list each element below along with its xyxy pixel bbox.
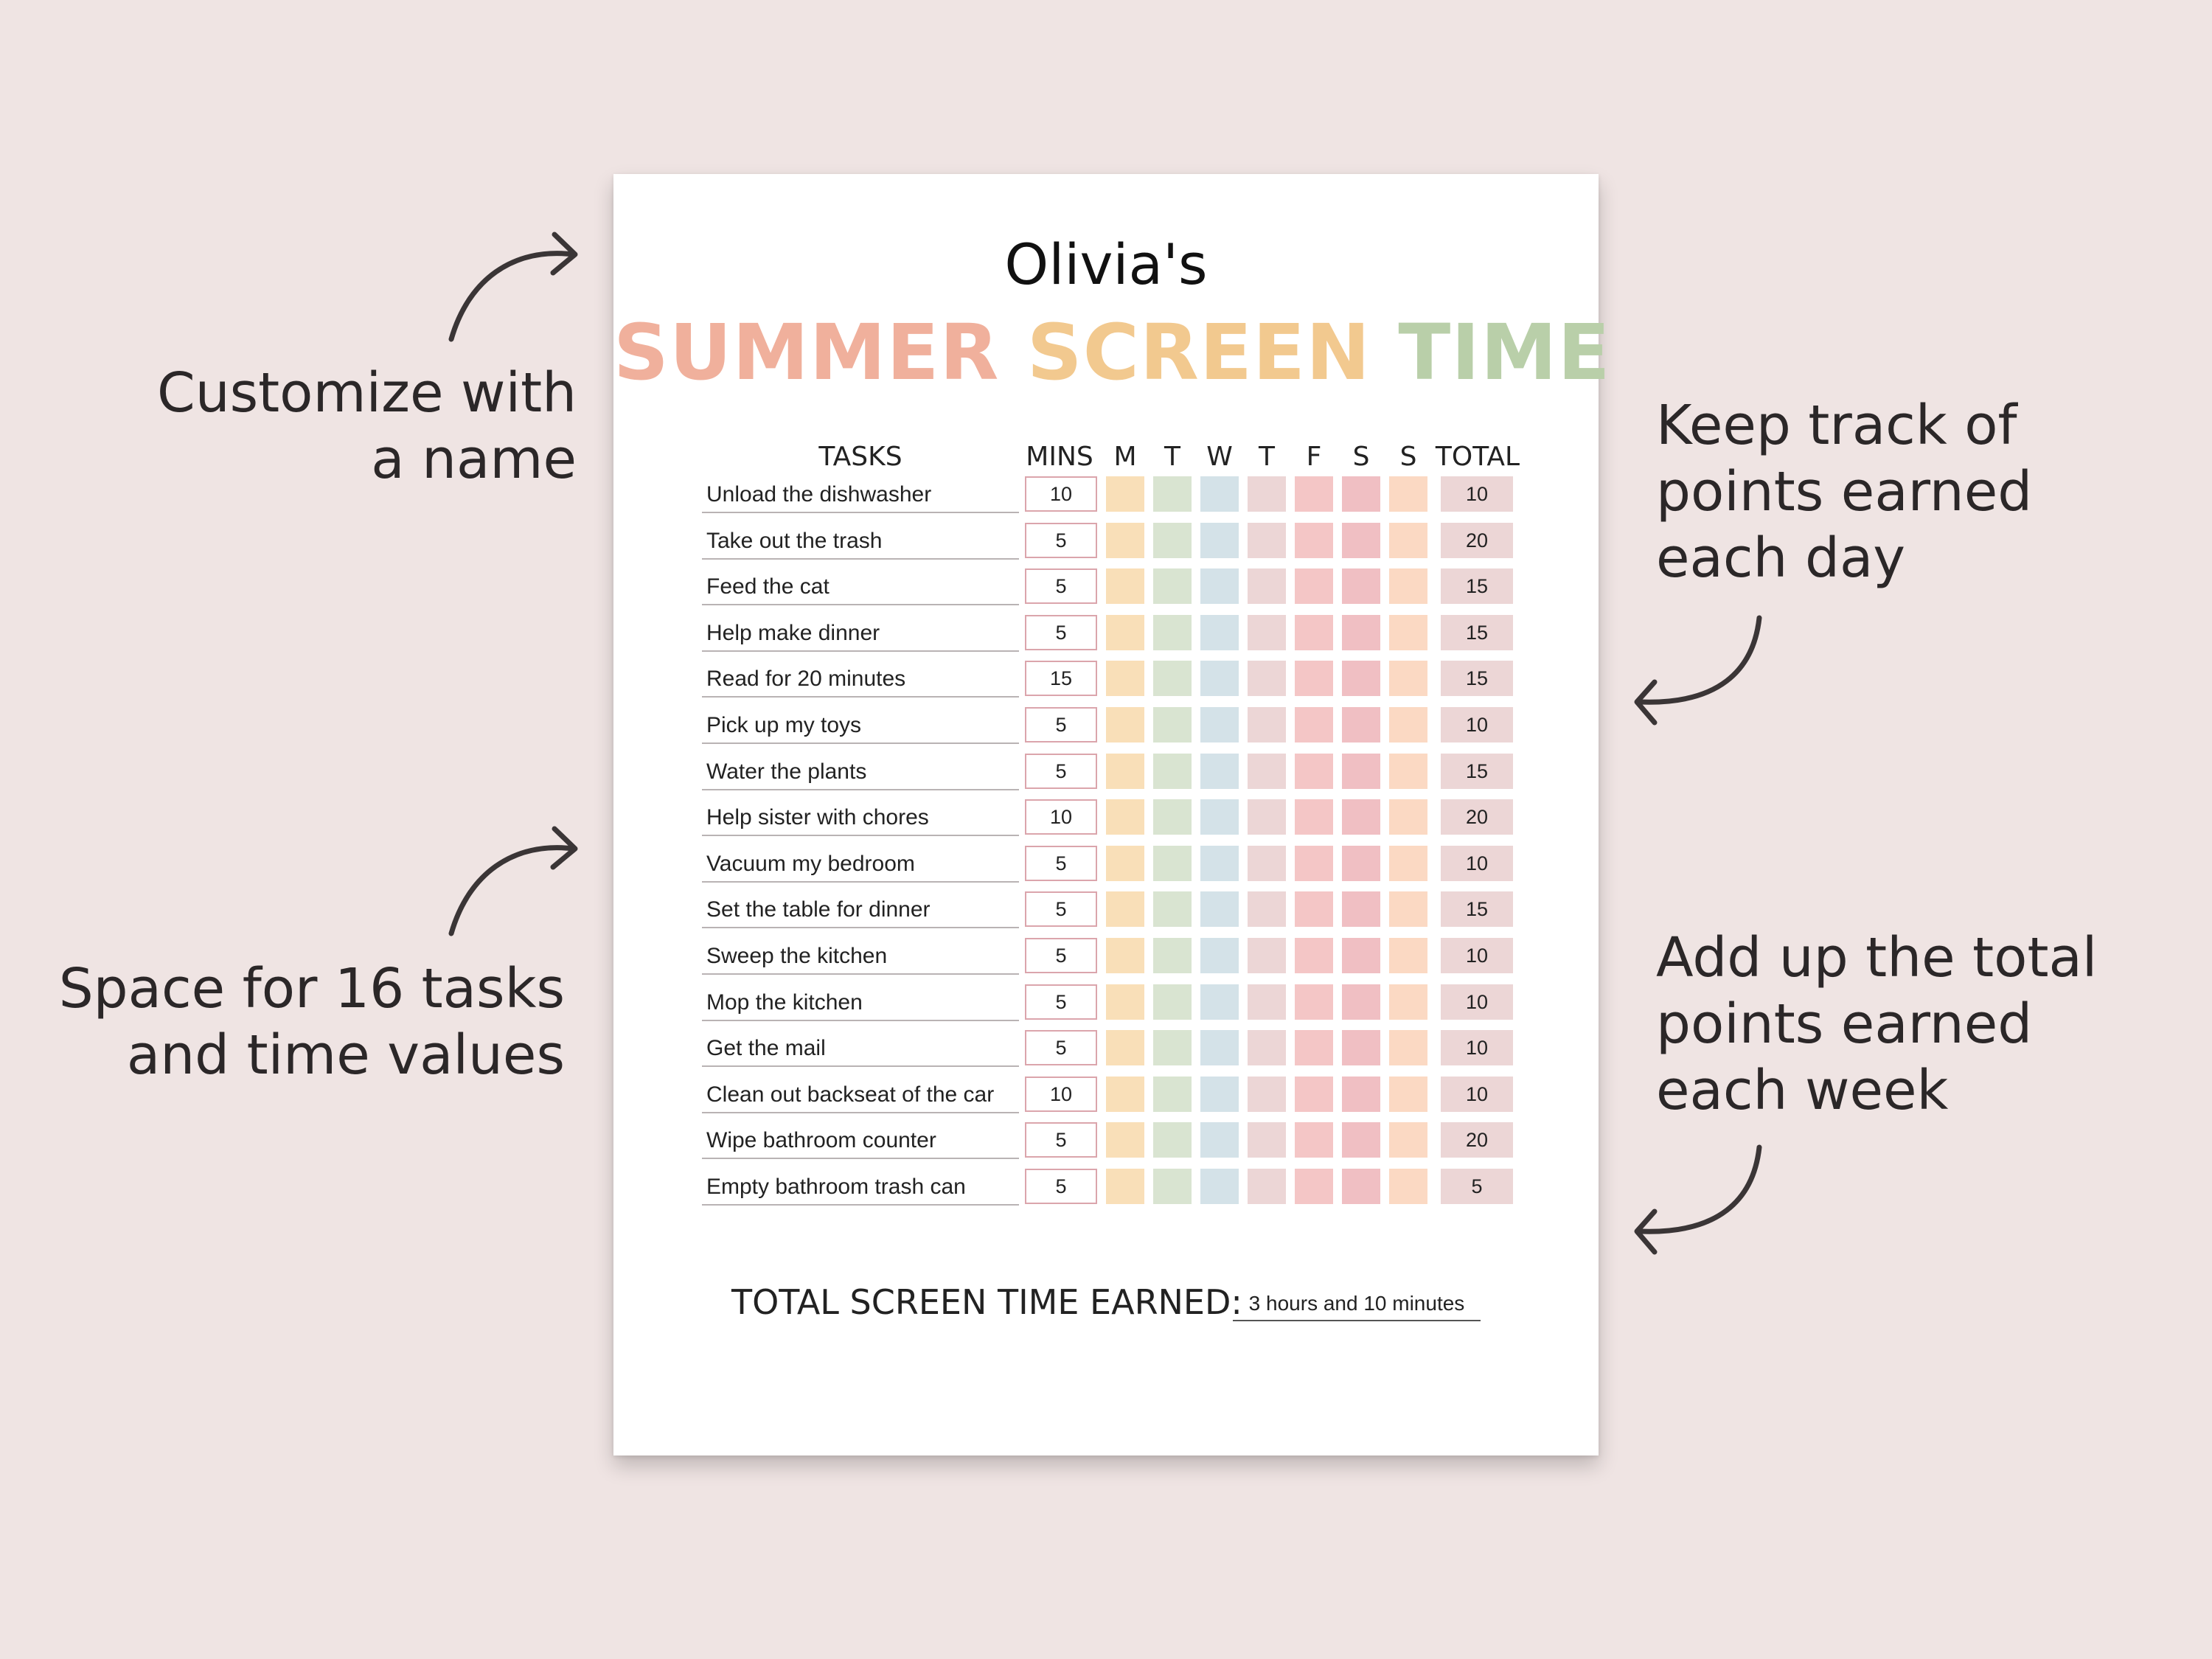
day-checkbox[interactable] bbox=[1295, 568, 1333, 604]
day-checkbox[interactable] bbox=[1389, 938, 1427, 973]
task-total[interactable]: 10 bbox=[1441, 1077, 1513, 1112]
day-checkbox[interactable] bbox=[1106, 1030, 1144, 1065]
task-name[interactable]: Help make dinner bbox=[702, 616, 1019, 652]
header-day: F bbox=[1306, 442, 1322, 472]
task-name[interactable]: Set the table for dinner bbox=[702, 893, 1019, 928]
day-checkbox[interactable] bbox=[1248, 568, 1286, 604]
day-checkbox[interactable] bbox=[1248, 891, 1286, 927]
day-checkbox[interactable] bbox=[1106, 1169, 1144, 1204]
task-mins[interactable]: 5 bbox=[1025, 523, 1097, 558]
day-checkbox[interactable] bbox=[1153, 1030, 1192, 1065]
task-mins[interactable]: 10 bbox=[1025, 799, 1097, 835]
callout-weekly-points bbox=[1656, 925, 2097, 1124]
table-row bbox=[613, 799, 1599, 844]
table-row bbox=[613, 846, 1599, 890]
day-checkbox[interactable] bbox=[1200, 846, 1239, 881]
title-word: TIME bbox=[1398, 307, 1611, 397]
day-checkbox[interactable] bbox=[1248, 661, 1286, 696]
day-checkbox[interactable] bbox=[1248, 476, 1286, 512]
task-mins[interactable]: 5 bbox=[1025, 1122, 1097, 1158]
task-total[interactable]: 20 bbox=[1441, 1122, 1513, 1158]
sheet-title bbox=[613, 307, 1611, 397]
callout-line: Customize with bbox=[157, 361, 577, 425]
day-checkbox[interactable] bbox=[1200, 1030, 1239, 1065]
day-checkbox[interactable] bbox=[1295, 1077, 1333, 1112]
day-checkbox[interactable] bbox=[1295, 1169, 1333, 1204]
callout-line: a name bbox=[371, 428, 577, 491]
day-checkbox[interactable] bbox=[1106, 476, 1144, 512]
chart-sheet bbox=[613, 174, 1611, 1455]
table-row bbox=[613, 984, 1599, 1029]
day-checkbox[interactable] bbox=[1248, 1169, 1286, 1204]
task-total[interactable]: 10 bbox=[1441, 846, 1513, 881]
day-checkbox[interactable] bbox=[1389, 846, 1427, 881]
task-name[interactable]: Read for 20 minutes bbox=[702, 662, 1019, 698]
day-checkbox[interactable] bbox=[1106, 846, 1144, 881]
task-name[interactable]: Sweep the kitchen bbox=[702, 939, 1019, 975]
day-checkbox[interactable] bbox=[1342, 1122, 1380, 1158]
day-checkbox[interactable] bbox=[1153, 707, 1192, 742]
task-total[interactable]: 5 bbox=[1441, 1169, 1513, 1204]
day-checkbox[interactable] bbox=[1106, 661, 1144, 696]
day-checkbox[interactable] bbox=[1200, 615, 1239, 650]
task-name[interactable]: Mop the kitchen bbox=[702, 986, 1019, 1021]
day-checkbox[interactable] bbox=[1295, 615, 1333, 650]
day-checkbox[interactable] bbox=[1342, 984, 1380, 1020]
callout-line: and time values bbox=[126, 1023, 565, 1087]
day-checkbox[interactable] bbox=[1295, 938, 1333, 973]
day-checkbox[interactable] bbox=[1106, 707, 1144, 742]
day-checkbox[interactable] bbox=[1106, 799, 1144, 835]
day-checkbox[interactable] bbox=[1342, 1169, 1380, 1204]
task-total[interactable]: 10 bbox=[1441, 984, 1513, 1020]
day-checkbox[interactable] bbox=[1200, 707, 1239, 742]
day-checkbox[interactable] bbox=[1153, 1169, 1192, 1204]
day-checkbox[interactable] bbox=[1295, 707, 1333, 742]
day-checkbox[interactable] bbox=[1295, 754, 1333, 789]
day-checkbox[interactable] bbox=[1200, 568, 1239, 604]
day-checkbox[interactable] bbox=[1200, 1169, 1239, 1204]
table-row bbox=[613, 754, 1599, 798]
day-checkbox[interactable] bbox=[1342, 846, 1380, 881]
day-checkbox[interactable] bbox=[1200, 799, 1239, 835]
day-checkbox[interactable] bbox=[1106, 891, 1144, 927]
day-checkbox[interactable] bbox=[1153, 754, 1192, 789]
task-total[interactable]: 20 bbox=[1441, 523, 1513, 558]
day-checkbox[interactable] bbox=[1153, 799, 1192, 835]
task-mins[interactable]: 5 bbox=[1025, 1169, 1097, 1204]
day-checkbox[interactable] bbox=[1153, 1077, 1192, 1112]
day-checkbox[interactable] bbox=[1248, 1077, 1286, 1112]
day-checkbox[interactable] bbox=[1200, 984, 1239, 1020]
day-checkbox[interactable] bbox=[1342, 938, 1380, 973]
task-name[interactable]: Get the mail bbox=[702, 1032, 1019, 1067]
day-checkbox[interactable] bbox=[1248, 938, 1286, 973]
day-checkbox[interactable] bbox=[1295, 891, 1333, 927]
day-checkbox[interactable] bbox=[1106, 1077, 1144, 1112]
owner-name: Olivia's bbox=[1004, 232, 1208, 297]
day-checkbox[interactable] bbox=[1295, 984, 1333, 1020]
day-checkbox[interactable] bbox=[1342, 754, 1380, 789]
task-name[interactable]: Vacuum my bedroom bbox=[702, 847, 1019, 883]
day-checkbox[interactable] bbox=[1342, 476, 1380, 512]
task-mins[interactable]: 10 bbox=[1025, 1077, 1097, 1112]
day-checkbox[interactable] bbox=[1106, 754, 1144, 789]
table-row bbox=[613, 891, 1599, 936]
task-mins[interactable]: 5 bbox=[1025, 1030, 1097, 1065]
task-mins[interactable]: 5 bbox=[1025, 707, 1097, 742]
task-name[interactable]: Feed the cat bbox=[702, 570, 1019, 605]
day-checkbox[interactable] bbox=[1295, 1030, 1333, 1065]
header-day: T bbox=[1164, 442, 1180, 472]
day-checkbox[interactable] bbox=[1153, 615, 1192, 650]
day-checkbox[interactable] bbox=[1248, 1122, 1286, 1158]
day-checkbox[interactable] bbox=[1153, 1122, 1192, 1158]
day-checkbox[interactable] bbox=[1106, 938, 1144, 973]
day-checkbox[interactable] bbox=[1342, 891, 1380, 927]
task-mins[interactable]: 5 bbox=[1025, 754, 1097, 789]
task-total[interactable]: 10 bbox=[1441, 1030, 1513, 1065]
task-name[interactable]: Take out the trash bbox=[702, 524, 1019, 560]
day-checkbox[interactable] bbox=[1389, 1030, 1427, 1065]
table-row bbox=[613, 568, 1599, 613]
day-checkbox[interactable] bbox=[1342, 661, 1380, 696]
table-row bbox=[613, 476, 1599, 521]
day-checkbox[interactable] bbox=[1295, 661, 1333, 696]
day-checkbox[interactable] bbox=[1153, 523, 1192, 558]
day-checkbox[interactable] bbox=[1153, 568, 1192, 604]
day-checkbox[interactable] bbox=[1153, 891, 1192, 927]
table-row bbox=[613, 661, 1599, 705]
header-total: TOTAL bbox=[1435, 442, 1520, 472]
day-checkbox[interactable] bbox=[1389, 615, 1427, 650]
callout-line: Space for 16 tasks bbox=[58, 957, 565, 1020]
day-checkbox[interactable] bbox=[1389, 754, 1427, 789]
callout-line: each day bbox=[1656, 526, 1906, 590]
task-name[interactable]: Pick up my toys bbox=[702, 709, 1019, 744]
table-row bbox=[613, 1122, 1599, 1166]
day-checkbox[interactable] bbox=[1153, 938, 1192, 973]
task-name[interactable]: Unload the dishwasher bbox=[702, 478, 1019, 513]
task-name[interactable]: Clean out backseat of the car bbox=[702, 1078, 1019, 1113]
day-checkbox[interactable] bbox=[1106, 568, 1144, 604]
day-checkbox[interactable] bbox=[1153, 846, 1192, 881]
task-mins[interactable]: 5 bbox=[1025, 938, 1097, 973]
day-checkbox[interactable] bbox=[1200, 661, 1239, 696]
day-checkbox[interactable] bbox=[1248, 523, 1286, 558]
task-total[interactable]: 15 bbox=[1441, 615, 1513, 650]
table-row bbox=[613, 1077, 1599, 1121]
callout-line: points earned bbox=[1656, 460, 2033, 524]
callout-line: Add up the total bbox=[1656, 926, 2098, 990]
day-checkbox[interactable] bbox=[1200, 1077, 1239, 1112]
day-checkbox[interactable] bbox=[1248, 799, 1286, 835]
day-checkbox[interactable] bbox=[1389, 568, 1427, 604]
table-row bbox=[613, 707, 1599, 751]
day-checkbox[interactable] bbox=[1248, 984, 1286, 1020]
day-checkbox[interactable] bbox=[1389, 476, 1427, 512]
day-checkbox[interactable] bbox=[1248, 707, 1286, 742]
day-checkbox[interactable] bbox=[1200, 1122, 1239, 1158]
task-name[interactable]: Wipe bathroom counter bbox=[702, 1124, 1019, 1159]
total-screen-time-field[interactable]: 3 hours and 10 minutes bbox=[1233, 1289, 1481, 1321]
day-checkbox[interactable] bbox=[1200, 938, 1239, 973]
day-checkbox[interactable] bbox=[1389, 523, 1427, 558]
day-checkbox[interactable] bbox=[1295, 523, 1333, 558]
day-checkbox[interactable] bbox=[1248, 1030, 1286, 1065]
day-checkbox[interactable] bbox=[1200, 476, 1239, 512]
day-checkbox[interactable] bbox=[1153, 661, 1192, 696]
day-checkbox[interactable] bbox=[1389, 1122, 1427, 1158]
table-row bbox=[613, 938, 1599, 982]
day-checkbox[interactable] bbox=[1342, 799, 1380, 835]
day-checkbox[interactable] bbox=[1342, 1077, 1380, 1112]
day-checkbox[interactable] bbox=[1342, 615, 1380, 650]
task-total[interactable]: 10 bbox=[1441, 938, 1513, 973]
header-day: W bbox=[1206, 442, 1233, 472]
day-checkbox[interactable] bbox=[1342, 1030, 1380, 1065]
task-mins[interactable]: 10 bbox=[1025, 476, 1097, 512]
task-name[interactable]: Help sister with chores bbox=[702, 801, 1019, 836]
task-name[interactable]: Empty bathroom trash can bbox=[702, 1170, 1019, 1206]
day-checkbox[interactable] bbox=[1295, 799, 1333, 835]
callout-daily-points bbox=[1656, 392, 2032, 591]
task-mins[interactable]: 5 bbox=[1025, 568, 1097, 604]
title-word: SUMMER bbox=[613, 307, 1000, 397]
day-checkbox[interactable] bbox=[1153, 476, 1192, 512]
task-mins[interactable]: 15 bbox=[1025, 661, 1097, 696]
curved-arrow-icon bbox=[1622, 612, 1770, 737]
day-checkbox[interactable] bbox=[1295, 846, 1333, 881]
day-checkbox[interactable] bbox=[1248, 754, 1286, 789]
task-total[interactable]: 10 bbox=[1441, 707, 1513, 742]
curved-arrow-icon bbox=[442, 221, 590, 354]
callout-task-space bbox=[59, 956, 565, 1088]
day-checkbox[interactable] bbox=[1389, 661, 1427, 696]
header-tasks: TASKS bbox=[818, 442, 902, 472]
table-row bbox=[613, 523, 1599, 567]
task-total[interactable]: 20 bbox=[1441, 799, 1513, 835]
header-day: S bbox=[1399, 442, 1417, 472]
day-checkbox[interactable] bbox=[1153, 984, 1192, 1020]
task-mins[interactable]: 5 bbox=[1025, 891, 1097, 927]
day-checkbox[interactable] bbox=[1342, 523, 1380, 558]
task-mins[interactable]: 5 bbox=[1025, 984, 1097, 1020]
task-total[interactable]: 15 bbox=[1441, 661, 1513, 696]
curved-arrow-icon bbox=[1622, 1141, 1770, 1267]
callout-customize-name bbox=[157, 360, 577, 493]
day-checkbox[interactable] bbox=[1200, 523, 1239, 558]
table-row bbox=[613, 615, 1599, 659]
day-checkbox[interactable] bbox=[1389, 891, 1427, 927]
day-checkbox[interactable] bbox=[1106, 984, 1144, 1020]
table-row bbox=[613, 1030, 1599, 1074]
header-mins: MINS bbox=[1026, 442, 1093, 472]
day-checkbox[interactable] bbox=[1248, 846, 1286, 881]
task-total[interactable]: 15 bbox=[1441, 568, 1513, 604]
curved-arrow-icon bbox=[442, 815, 590, 948]
day-checkbox[interactable] bbox=[1106, 523, 1144, 558]
task-mins[interactable]: 5 bbox=[1025, 615, 1097, 650]
day-checkbox[interactable] bbox=[1342, 707, 1380, 742]
footer-label: TOTAL SCREEN TIME EARNED: bbox=[731, 1282, 1242, 1322]
header-day: M bbox=[1113, 442, 1137, 472]
day-checkbox[interactable] bbox=[1389, 1169, 1427, 1204]
title-word: SCREEN bbox=[1026, 307, 1371, 397]
table-row bbox=[613, 1169, 1599, 1213]
header-day: T bbox=[1259, 442, 1275, 472]
day-checkbox[interactable] bbox=[1295, 476, 1333, 512]
task-total[interactable]: 15 bbox=[1441, 891, 1513, 927]
day-checkbox[interactable] bbox=[1389, 984, 1427, 1020]
day-checkbox[interactable] bbox=[1200, 891, 1239, 927]
day-checkbox[interactable] bbox=[1389, 799, 1427, 835]
task-total[interactable]: 10 bbox=[1441, 476, 1513, 512]
callout-line: each week bbox=[1656, 1059, 1949, 1122]
header-day: S bbox=[1352, 442, 1370, 472]
day-checkbox[interactable] bbox=[1295, 1122, 1333, 1158]
day-checkbox[interactable] bbox=[1106, 1122, 1144, 1158]
day-checkbox[interactable] bbox=[1389, 707, 1427, 742]
task-name[interactable]: Water the plants bbox=[702, 755, 1019, 790]
task-mins[interactable]: 5 bbox=[1025, 846, 1097, 881]
day-checkbox[interactable] bbox=[1248, 615, 1286, 650]
day-checkbox[interactable] bbox=[1200, 754, 1239, 789]
day-checkbox[interactable] bbox=[1106, 615, 1144, 650]
callout-line: Keep track of bbox=[1656, 394, 2017, 457]
task-total[interactable]: 15 bbox=[1441, 754, 1513, 789]
day-checkbox[interactable] bbox=[1389, 1077, 1427, 1112]
day-checkbox[interactable] bbox=[1342, 568, 1380, 604]
callout-line: points earned bbox=[1656, 992, 2033, 1056]
